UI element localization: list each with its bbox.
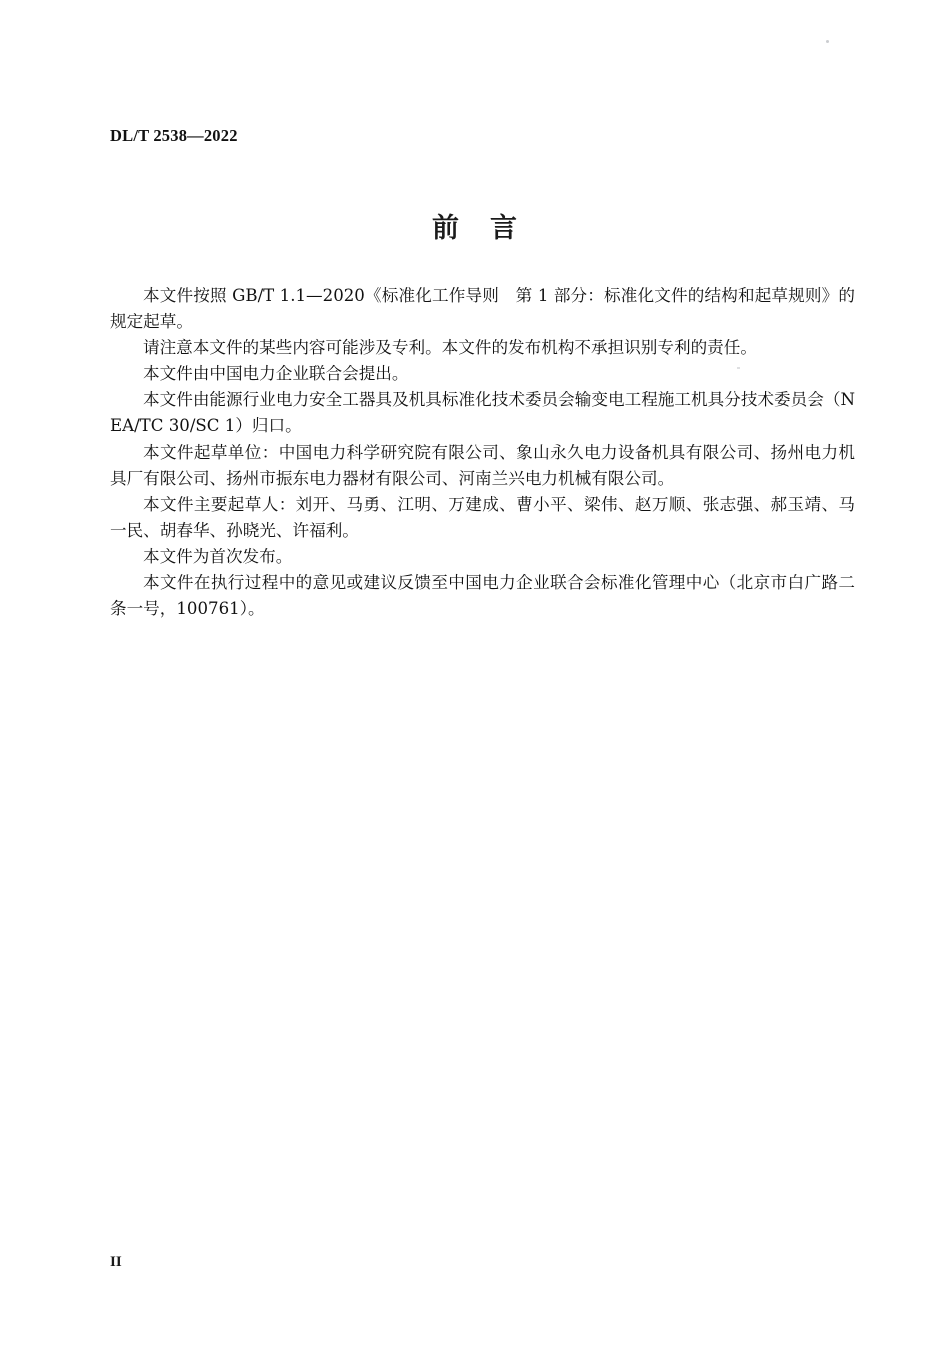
foreword-paragraph: 本文件按照 GB/T 1.1—2020《标准化工作导则 第 1 部分：标准化文件的结构和起草规则》的规定起草。 — [110, 286, 855, 332]
page-title-char-first: 前 — [432, 213, 460, 244]
scan-artifact-speck — [737, 367, 740, 369]
foreword-paragraph: 本文件在执行过程中的意见或建议反馈至中国电力企业联合会标准化管理中心（北京市白广路二条一号，100761）。 — [110, 573, 855, 619]
foreword-paragraph: 请注意本文件的某些内容可能涉及专利。本文件的发布机构不承担识别专利的责任。 — [143, 338, 757, 358]
foreword-body — [110, 283, 855, 622]
page-number: II — [110, 1254, 122, 1270]
scan-artifact-speck — [826, 40, 829, 43]
foreword-paragraph: 本文件由能源行业电力安全工器具及机具标准化技术委员会输变电工程施工机具分技术委员会（NEA/TC 30/SC 1）归口。 — [110, 390, 855, 436]
page-title-char-second: 言 — [490, 213, 518, 244]
foreword-paragraph: 本文件起草单位：中国电力科学研究院有限公司、象山永久电力设备机具有限公司、扬州电力机具厂有限公司、扬州市振东电力器材有限公司、河南兰兴电力机械有限公司。 — [110, 442, 855, 488]
page-title — [0, 206, 950, 245]
foreword-paragraph: 本文件主要起草人：刘开、马勇、江明、万建成、曹小平、梁伟、赵万顺、张志强、郝玉靖、马一民、胡春华、孙晓光、许福利。 — [110, 494, 855, 540]
running-header-standard-number: DL/T 2538—2022 — [110, 126, 238, 145]
foreword-paragraph: 本文件为首次发布。 — [143, 546, 293, 566]
foreword-paragraph: 本文件由中国电力企业联合会提出。 — [143, 364, 409, 384]
